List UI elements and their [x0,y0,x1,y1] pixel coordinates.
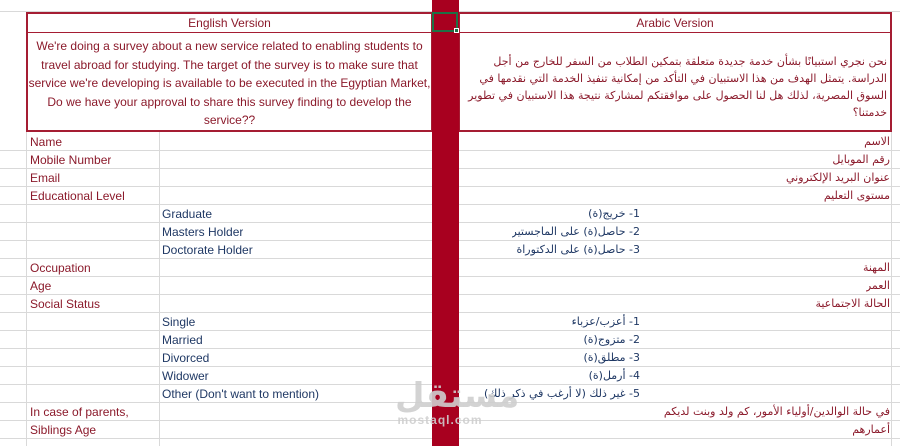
social-option-ar[interactable]: 1- أعزب/عزباء [571,315,640,328]
social-option-ar[interactable]: 4- أرمل(ة) [588,369,640,382]
education-option-ar[interactable]: 3- حاصل(ة) على الدكتوراة [516,243,640,256]
occupation-label[interactable]: Occupation [30,261,91,275]
watermark-logo-text: مستقل [395,376,520,416]
fill-handle[interactable] [454,28,459,33]
social-option[interactable]: Married [162,333,203,347]
age-label-ar[interactable]: العمر [865,279,890,292]
name-label[interactable]: Name [30,135,63,149]
education-option[interactable]: Doctorate Holder [162,243,253,257]
name-label-ar[interactable]: الاسم [864,135,890,148]
social-status-label[interactable]: Social Status [30,297,101,311]
email-label-ar[interactable]: عنوان البريد الإلكتروني [785,171,890,184]
social-option[interactable]: Widower [162,369,209,383]
parents-label-ar[interactable]: في حالة الوالدين/أولياء الأمور، كم ولد وبنت لديكم [663,405,890,418]
gridline [26,132,27,446]
education-option[interactable]: Masters Holder [162,225,244,239]
education-option-ar[interactable]: 2- حاصل(ة) على الماجستير [511,225,640,238]
arabic-intro-cell[interactable]: نحن نجري استبيانًا بشأن خدمة جديدة متعلقة بتمكين الطلاب من السفر للخارج من أجل الدراسة. يتمثل الهدف من هذا الاستبيان في التأكد من إمكانية تنفيذ الخدمة التي نقدمها في السوق المصرية، لذلك هل لنا الحصول على موافقتكم لمشاركة نتيجة هذا الاستبيان في تطوير خدمتنا؟ [468,55,887,119]
email-label[interactable]: Email [30,171,61,185]
social-option-ar[interactable]: 2- متزوج(ة) [583,333,640,346]
english-version-title[interactable]: English Version [188,16,271,30]
social-option[interactable]: Divorced [162,351,210,365]
social-option-ar[interactable]: 3- مطلق(ة) [583,351,640,364]
mostaql-watermark [395,376,520,427]
siblings-age-label-ar[interactable]: أعمارهم [852,423,890,436]
occupation-label-ar[interactable]: المهنة [862,261,890,274]
watermark-url: mostaql.com [397,413,483,427]
siblings-age-label[interactable]: Siblings Age [30,423,97,437]
social-option[interactable]: Single [162,315,196,329]
gridline [159,132,160,446]
social-status-label-ar[interactable]: الحالة الاجتماعية [815,297,890,310]
parents-label[interactable]: In case of parents, [30,405,129,419]
gridline [891,132,892,446]
education-label[interactable]: Educational Level [30,189,125,203]
age-label[interactable]: Age [30,279,52,293]
mobile-label-ar[interactable]: رقم الموبايل [832,153,890,166]
education-option-ar[interactable]: 1- خريج(ة) [588,207,640,220]
education-option[interactable]: Graduate [162,207,213,221]
english-intro-cell[interactable]: We're doing a survey about a new service related to enabling students to travel abroad for studying. The target of the survey is to make sure that service we're developing is available to be executed in the Egyptian Market, Do we have your approval to share this survey finding to develop the service?? [28,39,431,127]
arabic-version-title[interactable]: Arabic Version [636,16,714,30]
mobile-label[interactable]: Mobile Number [30,153,112,167]
social-option-ar[interactable]: 5- غير ذلك (لا أرغب في ذكر ذلك) [483,387,640,400]
education-label-ar[interactable]: مستوى التعليم [823,189,890,202]
social-option[interactable]: Other (Don't want to mention) [162,387,320,401]
